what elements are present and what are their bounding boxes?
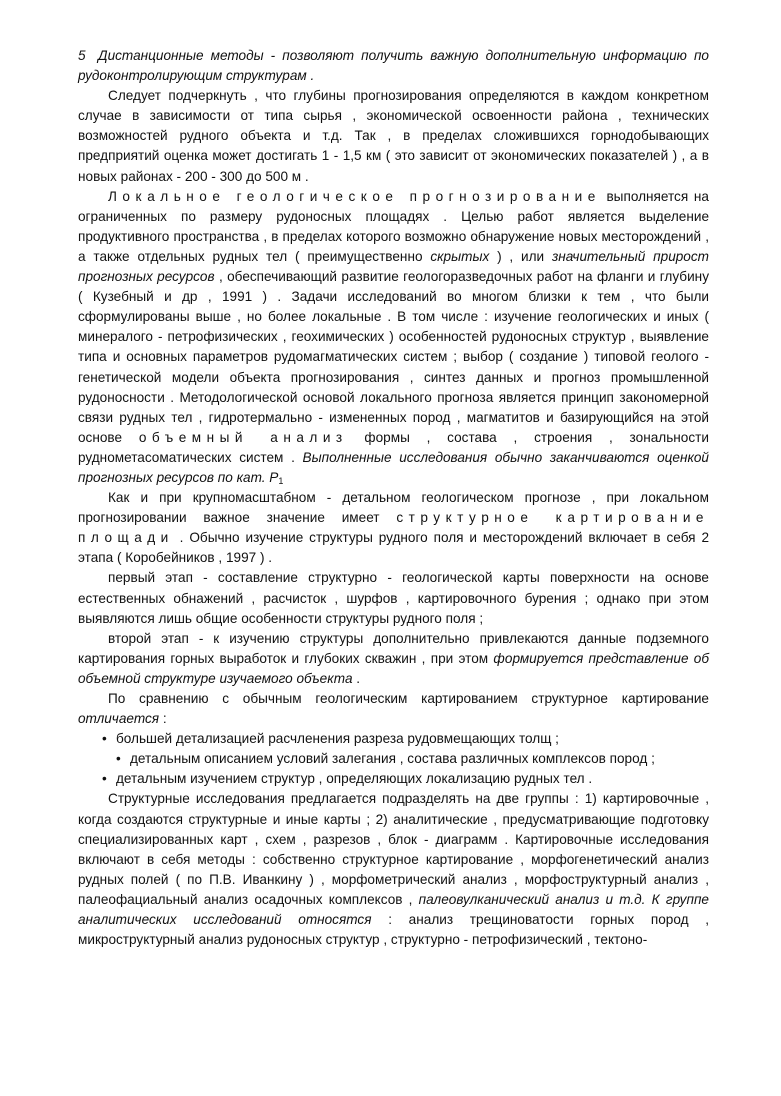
item-number: 5 xyxy=(78,48,86,63)
text-span-italic: Выполненные исследования обычно заканчиваются оценкой прогнозных ресурсов по кат. P xyxy=(78,449,709,485)
paragraph-local-forecasting xyxy=(78,187,709,488)
text-span-italic: К группе аналитических исследований относятся xyxy=(78,891,709,928)
text-span-italic: скрытых xyxy=(430,248,490,264)
text-span: . Обычно изучение структуры рудного поля и месторождений включает в себя 2 этапа ( Коробейников , 1997 ) . xyxy=(78,530,709,566)
text-span: выполняется на ограниченных по размеру рудоносных площадях . Целью работ является выделение продуктивного пространства , в пределах которого возможно обнаружение новых месторождений , а также отдельных рудных тел ( преимущественно xyxy=(78,188,709,264)
text-span-italic: отличается xyxy=(78,711,160,727)
text-span: ) , или xyxy=(489,248,552,264)
paragraph-stage-two xyxy=(78,629,709,689)
bullet-item xyxy=(78,769,709,789)
text-span: второй этап - к изучению структуры дополнительно привлекаются данные подземного картирования горных выработок и глубоких скважин , при этом xyxy=(78,630,709,666)
paragraph-depth: Следует подчеркнуть , что глубины прогнозирования определяются в каждом конкретном случае в зависимости от типа сырья , экономической освоенности района , технических возможностей рудного объекта и т.д. Так , в пределах сложившихся горнодобывающих предприятий оценка может достигать 1 - 1,5 км ( это зависит от экономических показателей ) , а в новых районах - 200 - 300 до 500 м . xyxy=(78,88,709,184)
paragraph-research-groups xyxy=(78,789,709,950)
bullet-text: детальным описанием условий залегания , состава различных комплексов пород ; xyxy=(130,751,655,767)
subscript: 1 xyxy=(278,475,284,486)
text-span-italic: значительный прирост прогнозных ресурсов xyxy=(78,248,709,285)
item-text: Дистанционные методы - позволяют получить важную дополнительную информацию по рудоконтролирующим структурам . xyxy=(78,48,709,84)
text-span: Как и при крупномасштабном - детальном геологическом прогнозе , при локальном прогнозировании важное значение имеет xyxy=(78,490,709,526)
spaced-term: структурное картирование площади xyxy=(78,510,709,546)
spaced-term: объемный анализ xyxy=(138,429,348,445)
text-span: : xyxy=(159,711,167,727)
text-span: формы , состава , строения , зональности руднометасоматических систем . xyxy=(78,429,709,465)
text-span: По сравнению с обычным геологическим картированием структурное картирование xyxy=(108,691,709,706)
bullet-text: большей детализацией расчленения разреза рудовмещающих толщ ; xyxy=(116,731,559,747)
paragraph-stage-one: первый этап - составление структурно - геологической карты поверхности на основе естественных обнажений , расчисток , шурфов , картировочного бурения ; однако при этом выявляются лишь общие особенности структуры рудного поля ; xyxy=(78,570,709,626)
paragraph-comparison xyxy=(78,689,709,729)
bullet-icon: • xyxy=(116,751,121,767)
text-span-italic: палеовулканический анализ и т.д. xyxy=(418,891,646,907)
text-span: , обеспечивающий развитие геологоразведочных работ на фланги и глубину ( Кузебный и др , 1991 ) . Задачи исследований во многом близки к тем , что были сформулированы выше , но более локальные . В том числе : изучение геологических и иных ( минералого - петрофизических , геохимических ) особенностей рудоносных структур , выявление типа и основных параметров рудомагматических систем ; выбор ( создание ) типовой геолого - генетической модели объекта прогнозирования , синтез данных и прогноз промышленной рудоносности . Методологической основой локального прогноза является принцип закономерной связи рудных тел , гидротермально - измененных пород , магматитов и базирующийся на этой основе xyxy=(78,269,709,445)
bullet-text: детальным изучением структур , определяющих локализацию рудных тел . xyxy=(116,771,593,787)
text-span-italic: формируется представление об объемной структуре изучаемого объекта xyxy=(78,650,709,686)
bullet-icon: • xyxy=(102,771,107,787)
section-heading: Локальное геологическое прогнозирование xyxy=(108,188,601,204)
text-span: . xyxy=(352,670,361,686)
bullet-icon: • xyxy=(102,731,107,747)
text-span: : анализ трещиноватости горных пород , микроструктурный анализ рудоносных структур , структурно - петрофизический , тектоно- xyxy=(78,912,709,948)
bullet-item xyxy=(78,729,709,749)
bullet-item xyxy=(78,749,709,769)
list-item-5 xyxy=(78,46,709,86)
paragraph-structural-mapping xyxy=(78,488,709,568)
text-span: Структурные исследования предлагается подразделять на две группы : 1) картировочные , когда создаются структурные и иные карты ; 2) аналитические , предусматривающие подготовку специализированных карт , схем , разрезов , блок - диаграмм . Картировочные исследования включают в себя методы : собственно структурное картирование , морфогенетический анализ рудных полей ( по П.В. Иванкину ) , морфометрический анализ , морфоструктурный анализ , палеофациальный анализ осадочных комплексов , xyxy=(78,791,709,907)
